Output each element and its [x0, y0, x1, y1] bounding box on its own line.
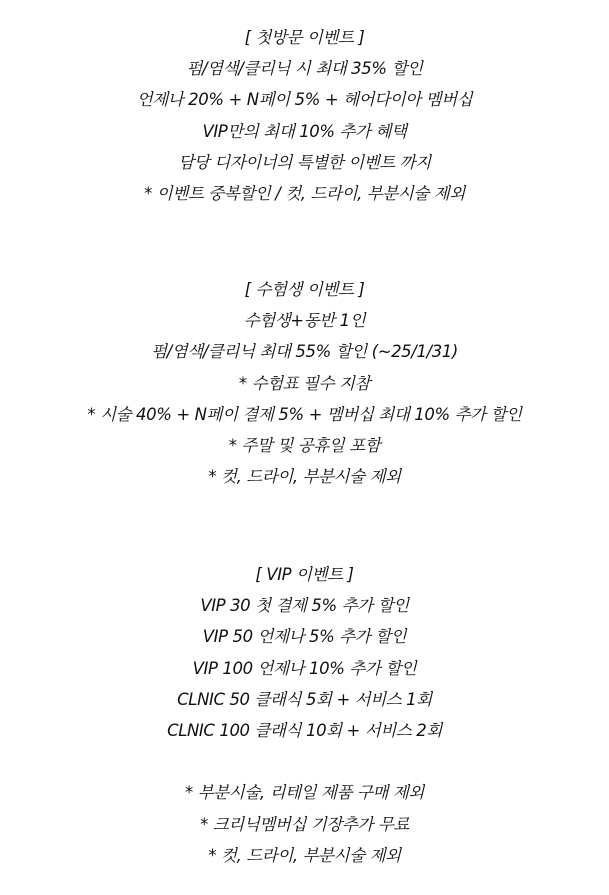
exam-student-event-section — [0, 274, 609, 492]
exam-event-note: * 주말 및 공휴일 포함 — [228, 435, 381, 455]
vip-event-line: VIP 100 언제나 10% 추가 할인 — [192, 658, 417, 678]
exam-event-line: 수험생+동반 1인 — [243, 311, 366, 331]
first-visit-event-note: * 이벤트 중복할인 / 컷, 드라이, 부분시술 제외 — [144, 183, 465, 203]
first-visit-event-line: 펌/염색/클리닉 시 최대 35% 할인 — [186, 59, 423, 79]
vip-event-line: CLNIC 100 클래식 10회 + 서비스 2회 — [167, 720, 442, 740]
exam-event-title: [ 수험생 이벤트 ] — [244, 280, 365, 299]
section-spacer — [0, 746, 609, 777]
first-visit-event-line: 언제나 20% + N페이 5% + 헤어다이아 멤버십 — [136, 90, 473, 110]
vip-event-line: VIP 50 언제나 5% 추가 할인 — [202, 627, 407, 647]
exam-event-note: * 수험표 필수 지참 — [238, 373, 371, 393]
vip-event-note: * 부분시술, 리테일 제품 구매 제외 — [185, 783, 424, 803]
exam-event-note: * 시술 40% + N페이 결제 5% + 멤버십 최대 10% 추가 할인 — [87, 404, 522, 424]
first-visit-event-title: [ 첫방문 이벤트 ] — [244, 28, 365, 47]
first-visit-event-section — [0, 22, 609, 209]
exam-event-line: 펌/염색/클리닉 최대 55% 할인 (~25/1/31) — [151, 342, 458, 362]
vip-event-line: CLNIC 50 클래식 5회 + 서비스 1회 — [177, 689, 432, 709]
vip-event-note: * 컷, 드라이, 부분시술 제외 — [208, 845, 401, 865]
first-visit-event-line: 담당 디자이너의 특별한 이벤트 까지 — [178, 152, 431, 172]
vip-event-line: VIP 30 첫 결제 5% 추가 할인 — [200, 596, 409, 616]
vip-event-section — [0, 559, 609, 871]
vip-event-title: [ VIP 이벤트 ] — [255, 565, 354, 584]
vip-event-note: * 크리닉멤버십 기장추가 무료 — [200, 814, 409, 834]
exam-event-note: * 컷, 드라이, 부분시술 제외 — [208, 467, 401, 487]
first-visit-event-line: VIP만의 최대 10% 추가 혜택 — [202, 121, 407, 141]
